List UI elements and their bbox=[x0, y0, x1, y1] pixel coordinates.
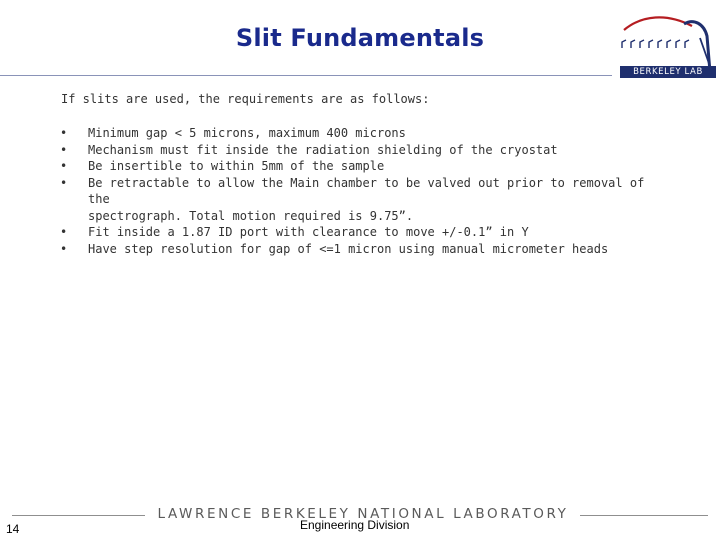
bullet-icon: • bbox=[60, 225, 68, 239]
list-item-text: Be insertible to within 5mm of the sample bbox=[88, 159, 385, 173]
logo-label: BERKELEY LAB bbox=[633, 67, 703, 77]
list-item bbox=[56, 241, 656, 258]
title-divider bbox=[0, 75, 612, 76]
intro-text: If slits are used, the requirements are as follows: bbox=[61, 92, 430, 106]
list-item bbox=[56, 158, 656, 175]
list-item-text: Have step resolution for gap of <=1 micron using manual micrometer heads bbox=[88, 241, 609, 256]
list-item bbox=[56, 224, 656, 241]
list-item bbox=[56, 125, 656, 142]
list-item-text: Fit inside a 1.87 ID port with clearance to move +/-0.1” in Y bbox=[88, 225, 529, 239]
footer-rule-left bbox=[12, 515, 145, 516]
list-item-text: Be retractable to allow the Main chamber to be valved out prior to removal of the bbox=[88, 175, 645, 206]
footer-division: Engineering Division bbox=[300, 518, 410, 532]
bullet-icon: • bbox=[60, 142, 68, 157]
list-item bbox=[56, 142, 656, 159]
requirements-list bbox=[56, 125, 656, 257]
bullet-icon: • bbox=[60, 241, 68, 256]
list-item-text-continuation: spectrograph. Total motion required is 9.75”. bbox=[88, 208, 414, 223]
bullet-icon: • bbox=[60, 126, 68, 140]
footer-lab-name: LAWRENCE BERKELEY NATIONAL LABORATORY bbox=[157, 506, 569, 522]
page-number: 14 bbox=[6, 522, 20, 536]
list-item bbox=[56, 175, 656, 225]
slide-title: Slit Fundamentals bbox=[235, 24, 485, 52]
list-item-text: Minimum gap < 5 microns, maximum 400 microns bbox=[88, 126, 406, 140]
footer-rule-right bbox=[580, 515, 708, 516]
bullet-icon: • bbox=[60, 159, 68, 173]
bullet-icon: • bbox=[60, 175, 68, 190]
list-item-text: Mechanism must fit inside the radiation shielding of the cryostat bbox=[88, 142, 558, 157]
